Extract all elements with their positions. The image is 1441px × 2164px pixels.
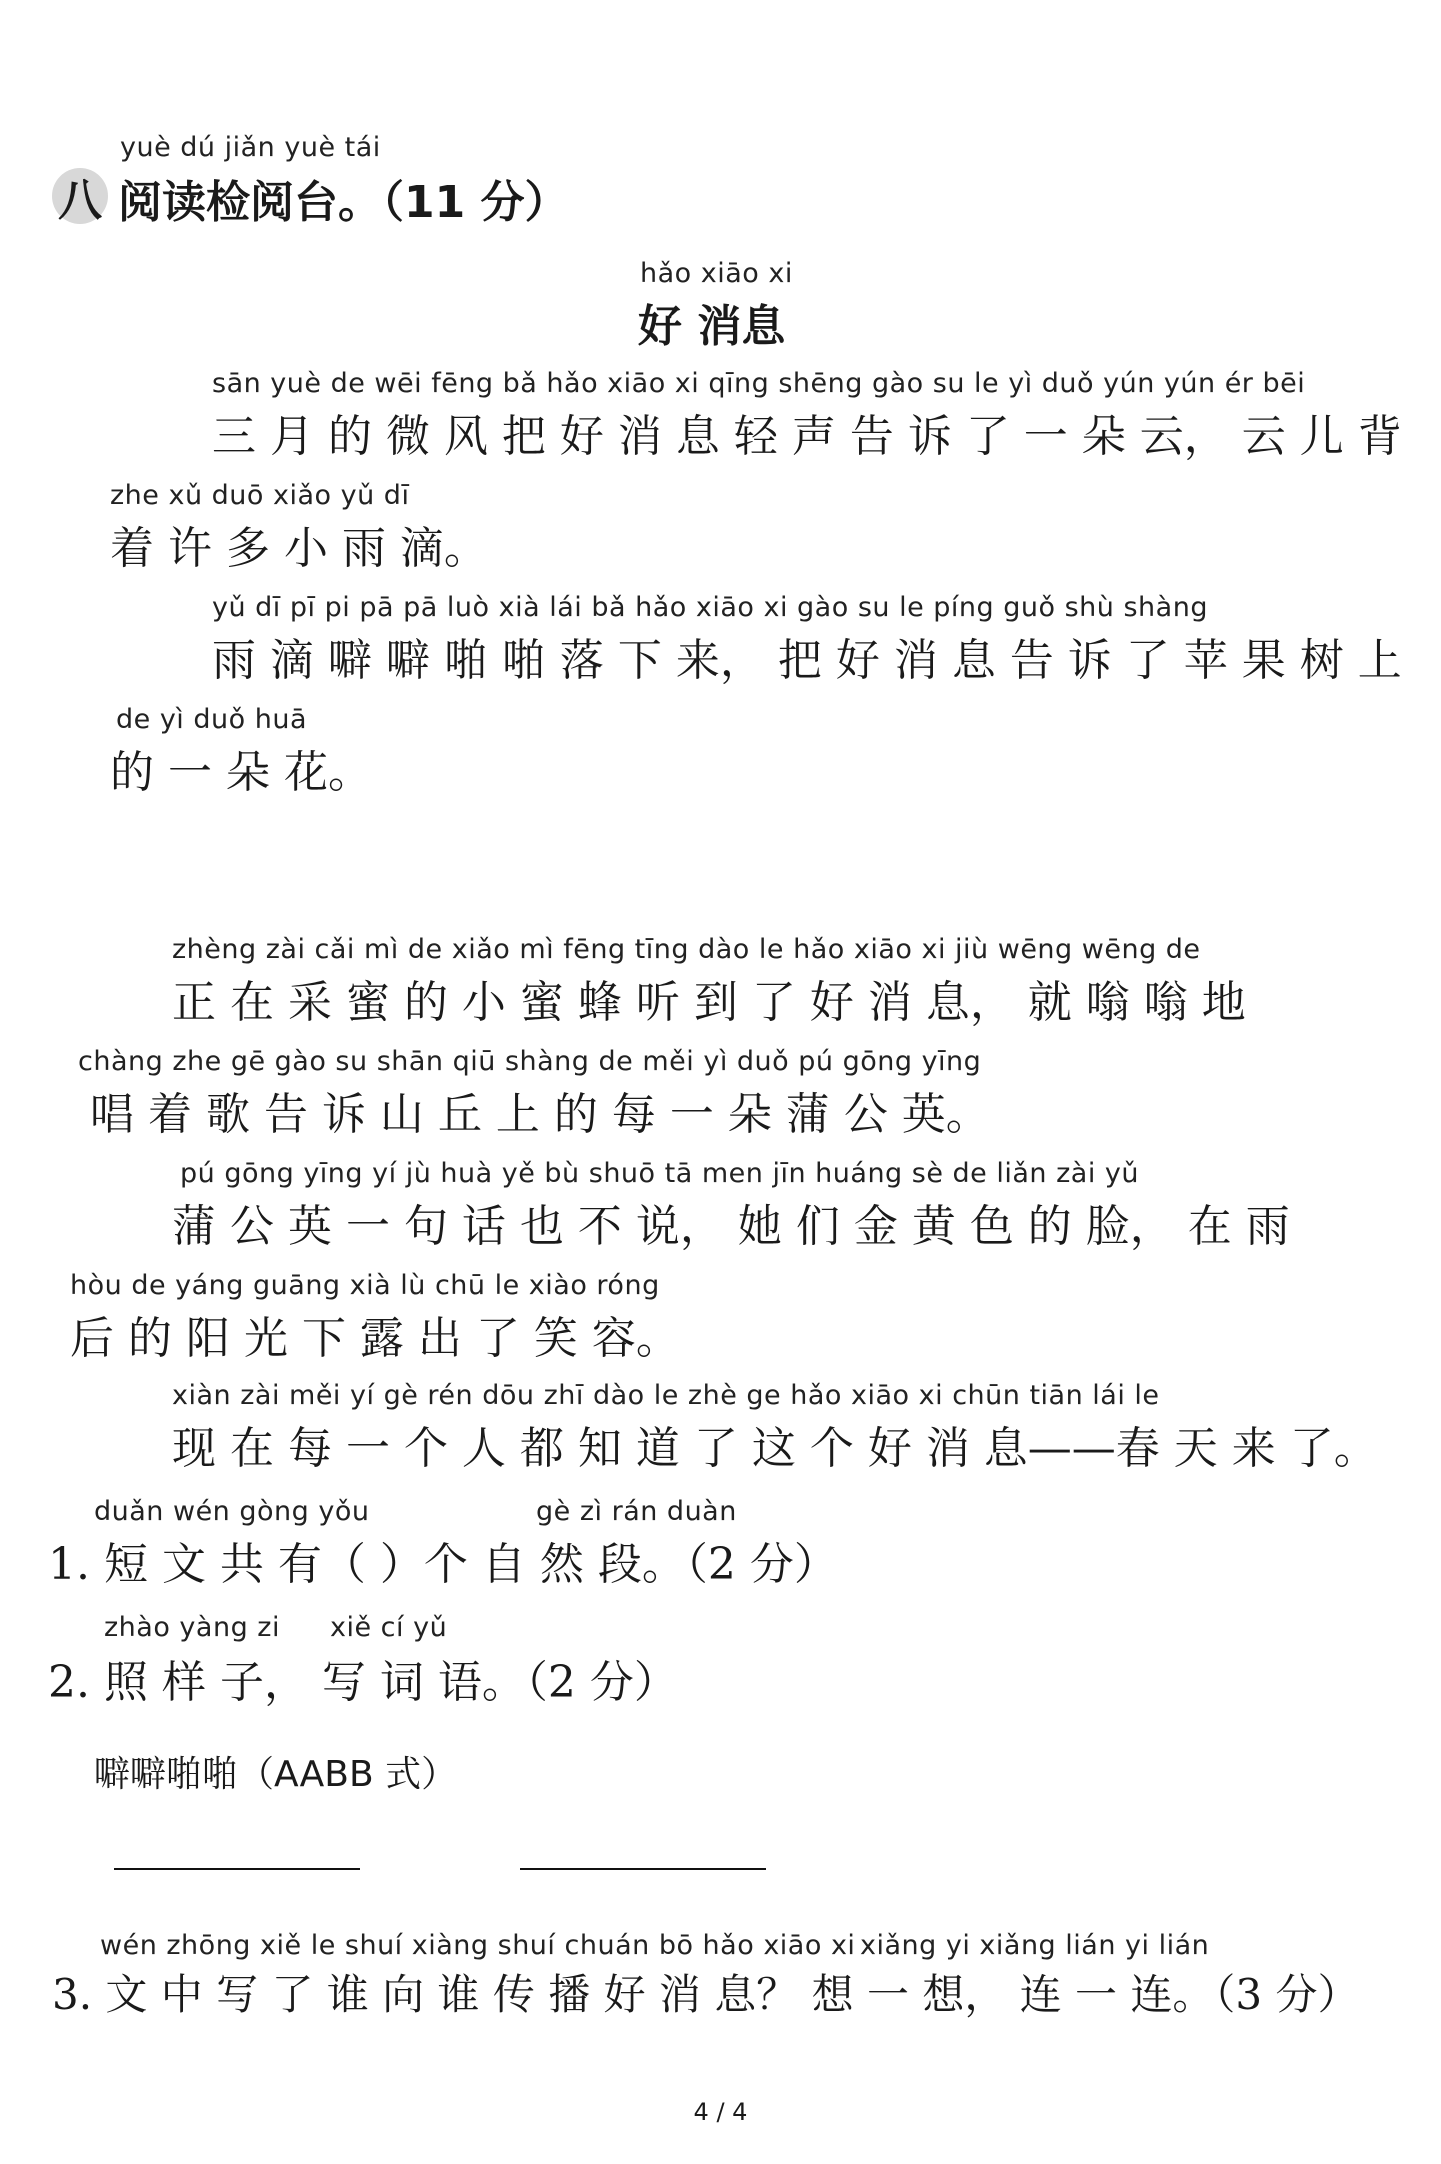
question-2-text: 2. 照 样 子， 写 词 语。（2 分）: [48, 1657, 678, 1708]
passage-line-text: 后 的 阳 光 下 露 出 了 笑 容。: [70, 1313, 680, 1364]
passage-line-pinyin: zhe xǔ duō xiǎo yǔ dī: [110, 480, 410, 511]
question-3-pinyin-b: xiǎng yi xiǎng lián yi lián: [860, 1930, 1210, 1961]
passage-line-text: 正 在 采 蜜 的 小 蜜 蜂 听 到 了 好 消 息， 就 嗡 嗡 地: [172, 977, 1246, 1028]
passage-line-text: 雨 滴 噼 噼 啪 啪 落 下 来， 把 好 消 息 告 诉 了 苹 果 树 上: [212, 635, 1402, 686]
page-number: 4 / 4: [693, 2098, 748, 2126]
question-2-pinyin-b: xiě cí yǔ: [330, 1612, 448, 1643]
section-number: 八: [58, 175, 102, 226]
passage-title: 好 消息: [638, 301, 786, 352]
passage-line-pinyin: sān yuè de wēi fēng bǎ hǎo xiāo xi qīng shēng gào su le yì duǒ yún yún ér bēi: [212, 368, 1306, 399]
question-2-pinyin-a: zhào yàng zi: [104, 1612, 280, 1643]
question-1-pinyin-b: gè zì rán duàn: [536, 1496, 737, 1527]
passage-line-pinyin: hòu de yáng guāng xià lù chū le xiào róng: [70, 1270, 660, 1301]
passage-line-text: 唱 着 歌 告 诉 山 丘 上 的 每 一 朵 蒲 公 英。: [90, 1089, 990, 1140]
passage-line-pinyin: yǔ dī pī pi pā pā luò xià lái bǎ hǎo xiāo xi gào su le píng guǒ shù shàng: [212, 592, 1208, 623]
question-1-pinyin-a: duǎn wén gòng yǒu: [94, 1496, 370, 1527]
answer-blank-1[interactable]: [114, 1868, 360, 1870]
passage-line-pinyin: zhèng zài cǎi mì de xiǎo mì fēng tīng dào le hǎo xiāo xi jiù wēng wēng de: [172, 934, 1201, 965]
passage-line-pinyin: de yì duǒ huā: [116, 704, 308, 735]
question-1-text: 1. 短 文 共 有（ ）个 自 然 段。（2 分）: [48, 1539, 838, 1590]
passage-line-text: 三 月 的 微 风 把 好 消 息 轻 声 告 诉 了 一 朵 云， 云 儿 背: [212, 411, 1402, 462]
passage-line-text: 现 在 每 一 个 人 都 知 道 了 这 个 好 消 息——春 天 来 了。: [172, 1423, 1378, 1474]
passage-line-pinyin: xiàn zài měi yí gè rén dōu zhī dào le zhè ge hǎo xiāo xi chūn tiān lái le: [172, 1380, 1160, 1411]
passage-line-text: 蒲 公 英 一 句 话 也 不 说， 她 们 金 黄 色 的 脸， 在 雨: [172, 1201, 1290, 1252]
question-2-example: 噼噼啪啪（AABB 式）: [94, 1754, 458, 1795]
passage-line-text: 着 许 多 小 雨 滴。: [110, 523, 488, 574]
answer-blank-2[interactable]: [520, 1868, 766, 1870]
passage-line-text: 的 一 朵 花。: [110, 747, 372, 798]
passage-line-pinyin: chàng zhe gē gào su shān qiū shàng de měi yì duǒ pú gōng yīng: [78, 1046, 982, 1077]
passage-line-pinyin: pú gōng yīng yí jù huà yě bù shuō tā men jīn huáng sè de liǎn zài yǔ: [180, 1158, 1140, 1189]
passage-title-pinyin: hǎo xiāo xi: [640, 258, 793, 289]
question-3-pinyin-a: wén zhōng xiě le shuí xiàng shuí chuán bō hǎo xiāo xi: [100, 1930, 856, 1961]
section-title: 阅读检阅台。（11 分）: [118, 177, 569, 228]
section-title-pinyin: yuè dú jiǎn yuè tái: [120, 132, 381, 163]
question-3-text: 3. 文 中 写 了 谁 向 谁 传 播 好 消 息？ 想 一 想， 连 一 连。（3 分）: [52, 1970, 1360, 2019]
